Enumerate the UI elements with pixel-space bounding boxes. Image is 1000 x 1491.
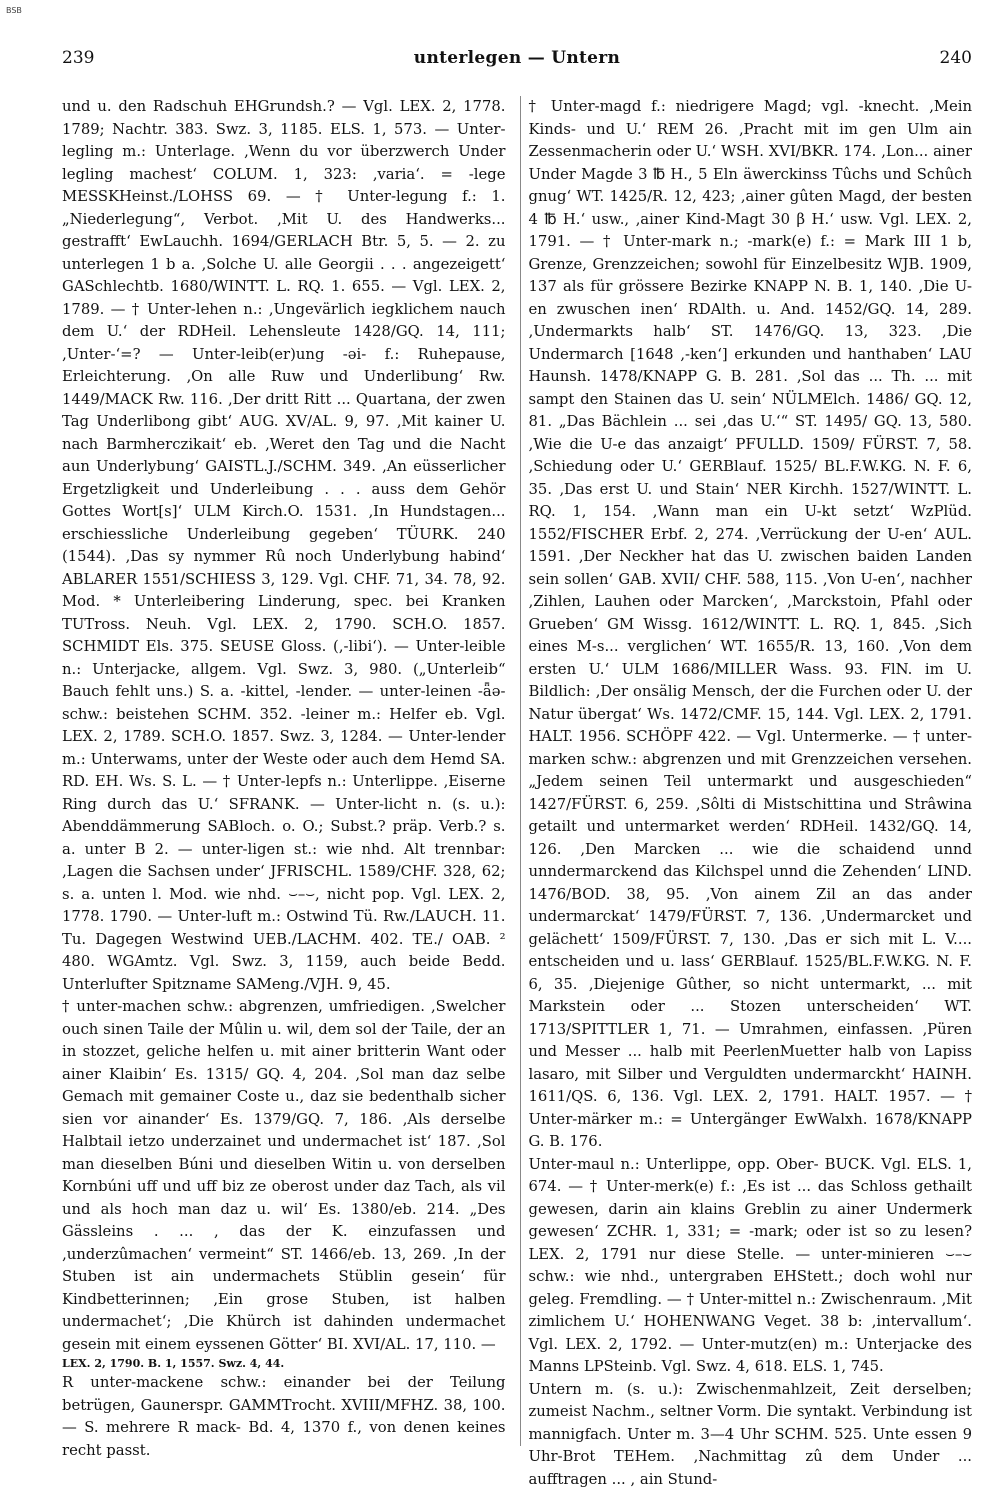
entry-block: und u. den Radschuh EHGrundsh.? — Vgl. LEX. 2, 1778. 1789; Nachtr. 383. Swz. 3, 1185. ELS. 1, 573. — Unter-legling m.: Unterlage. ‚Wenn du vor überzwerch Under legling machest‘ COLUM. 1, 323: ‚varia‘. = -lege MESSKHeinst./LOHSS 69. — † Unter-legung f.: 1. „Niederlegung“, Verbot. ‚Mit U. des Handwerks... gestrafft‘ EwLauchh. 1694/GERLACH Btr. 5, 5. — 2. zu unterlegen 1 b a. ‚Solche U. alle Georgii . . . angezeigett‘ GASchlechtb. 1680/WINTT. L. RQ. 1. 655. — Vgl. LEX. 2, 1789. — † Unter-lehen n.: ‚Ungevärlich iegklichem nauch dem U.‘ der RDHeil. Lehensleute 1428/GQ. 14, 111; ‚Unter-‘=? — Unter-leib(er)ung -əi- f.: Ruhepause, Erleichterung. ‚On alle Ruw und Underlibung‘ Rw. 1449/MACK Rw. 116. ‚Der dritt Ritt ... Quartana, der zwen Tag Underlibong gibt‘ AUG. XV/AL. 9, 97. ‚Mit kainer U. nach Barmherczikait‘ eb. ‚Weret den Tag und die Nacht aun Underlybung‘ GAISTL.J./SCHM. 349. ‚An eüsserlicher Ergetzligkeit und Underleibung . . . auss dem Gehör Gottes Wort[s]‘ ULM Kirch.O. 1531. ‚In Hundstagen... erschiessliche Underleibung gegeben‘ TÜURK. 240 (1544). ‚Das sy nymmer Rû noch Underlybung habind‘ ABLARER 1551/SCHIESS 3, 129. Vgl. CHF. 71, 34. 78, 92. Mod. * Unterleibering Linderung, spec. bei Kranken TUTross. Neuh. Vgl. LEX. 2, 1790. SCH.O. 1857. SCHMIDT Els. 375. SEUSE Gloss. (‚-libi‘). — Unter-leible n.: Unterjacke, allgem. Vgl. Swz. 3, 980. („Unterleib“ Bauch fehlt uns.) S. a. -kittel, -lender. — unter-leinen -ǟə- schw.: beistehen SCHM. 352. -leiner m.: Helfer eb. Vgl. LEX. 2, 1789. SCH.O. 1857. Swz. 3, 1284. — Unter-lender m.: Unterwams, unter der Weste oder auch dem Hemd SA. RD. EH. Ws. S. L. — † Unter-lepfs n.: Unterlippe. ‚Eiserne Ring durch das U.‘ SFRANK. — Unter-licht n. (s. u.): Abenddämmerung SABloch. o. O.; Subst.? präp. Verb.? s. a. unter B 2. — unter-ligen st.: wie nhd. Alt trennbar: ‚Lagen die Sachsen under‘ JFRISCHL. 1589/CHF. 328, 62; s. a. unten l. Mod. wie nhd. ⌣–⌣, nicht pop. Vgl. LEX. 2, 1778. 1790. — Unter-luft m.: Ostwind Tü. Rw./LAUCH. 11. Tu. Dagegen Westwind UEB./LACHM. 402. TE./ OAB. ² 480. WGAmtz. Vgl. Swz. 3, 1159, auch beide Bedd. Unterlufter Spitzname SAMeng./VJH. 9, 45.: [62, 96, 506, 996]
entry-block: R unter-mackene schw.: einander bei der Teilung betrügen, Gaunerspr. GAMMTrocht. XVIII/MFHZ. 38, 100. — S. mehrere R mack- Bd. 4, 1370 f., von denen keines recht passt.: [62, 1372, 506, 1462]
left-column: [62, 96, 514, 1446]
entry-block: Unter-maul n.: Unterlippe, opp. Ober- BUCK. Vgl. ELS. 1, 674. — † Unter-merk(e) f.: ‚Es ist ... das Schloss gethailt gewesen, darin ain klains Greblin zu ainer Undermerk gewesen‘ ZCHR. 1, 331; = -mark; oder ist so zu lesen? LEX. 2, 1791 nur diese Stelle. — unter-minieren ⌣–⌣ schw.: wie nhd., untergraben EHStett.; doch wohl nur geleg. Fremdling. — † Unter-mittel n.: Zwischenraum. ‚Mit zimlichem U.‘ HOHENWANG Veget. 38 b: ‚intervallum‘. Vgl. LEX. 2, 1792. — Unter-mutz(en) m.: Unterjacke des Manns LPSteinb. Vgl. Swz. 4, 618. ELS. 1, 745.: [528, 1154, 972, 1379]
entry-block: † unter-machen schw.: abgrenzen, umfriedigen. ‚Swelcher ouch sinen Taile der Mûlin u. wil, dem sol der Taile, der an in stozzet, geliche helfen u. mit ainer britterin Want oder ainer Klaibin‘ Es. 1315/ GQ. 4, 204. ‚Sol man daz selbe Gemach mit gemainer Coste u., daz sie bedenthalb sicher sien vor ainander‘ Es. 1379/GQ. 7, 186. ‚Als derselbe Halbtail ietzo underzainet und undermachet ist‘ 187. ‚Sol man dieselben Búni und dieselben Witin u. von derselben Kornbúni uff und uff biz ze oberost under daz Tach, als vil und als hoch man daz u. wil‘ Es. 1380/eb. 214. „Des Gässleins . ... , das der K. einzufassen und ‚underzûmachen‘ vermeint“ ST. 1466/eb. 13, 269. ‚In der Stuben ist ain undermachets Stüblin gesein‘ für Kindbetterinnen; ‚Ein grose Stuben, ist halben undermachet‘; ‚Die Khürch ist dahinden undermachet gesein mit einem eyssenen Götter‘ BI. XVI/AL. 17, 110. —: [62, 996, 506, 1356]
entry-block: † Unter-magd f.: niedrigere Magd; vgl. -knecht. ‚Mein Kinds- und U.‘ REM 26. ‚Pracht mit im gen Ulm ain Zessenmacherin oder U.‘ WSH. XVI/BKR. 174. ‚Lon... ainer Under Magde 3 ℔ H., 5 Eln äwerckinss Tûchs und Schûch gnug‘ WT. 1425/R. 12, 423; ‚ainer gûten Magd, der besten 4 ℔ H.‘ usw., ‚ainer Kind-Magt 30 β H.‘ usw. Vgl. LEX. 2, 1791. — † Unter-mark n.; -mark(e) f.: = Mark III 1 b, Grenze, Grenzzeichen; sowohl für Einzelbesitz WJB. 1909, 137 als für grössere Bezirke KNAPP N. B. 1, 140. ‚Die U-en zwuschen inen‘ RDAlth. u. And. 1452/GQ. 14, 289. ‚Undermarkts halb‘ ST. 1476/GQ. 13, 323. ‚Die Undermarch [1648 ‚-ken‘] erkunden und hanthaben‘ LAU Haunsh. 1478/KNAPP G. B. 281. ‚Sol das ... Th. ... mit sampt den Stainen das U. sein‘ NÜLMElch. 1486/ GQ. 12, 81. „Das Bächlein ... sei ‚das U.‘“ ST. 1495/ GQ. 13, 580. ‚Wie die U-e das anzaigt‘ PFULLD. 1509/ FÜRST. 7, 58. ‚Schiedung oder U.‘ GERBlauf. 1525/ BL.F.W.KG. N. F. 6, 35. ‚Das erst U. und Stain‘ NER Kirchh. 1527/WINTT. L. RQ. 1, 154. ‚Wann man ein U-kt setzt‘ WzPlüd. 1552/FISCHER Erbf. 2, 274. ‚Verrückung der U-en‘ AUL. 1591. ‚Der Neckher hat das U. zwischen baiden Landen sein sollen‘ GAB. XVII/ CHF. 588, 115. ‚Von U-en‘, nachher ‚Zihlen, Lauhen oder Marcken‘, ‚Marckstoin, Pfahl oder Grueben‘ GM Wissg. 1612/WINTT. L. RQ. 1, 845. ‚Sich eines M-s... verglichen‘ WT. 1655/R. 13, 160. ‚Von dem ersten U.‘ ULM 1686/MILLER Wass. 93. FlN. im U. Bildlich: ‚Der onsälig Mensch, der die Furchen oder U. der Natur übergat‘ Ws. 1472/CMF. 15, 144. Vgl. LEX. 2, 1791. HALT. 1956. SCHÖPF 422. — Vgl. Untermerke. — † unter-marken schw.: abgrenzen und mit Grenzzeichen versehen. „Jedem seinen Teil untermarkt und ausgeschieden“ 1427/FÜRST. 6, 259. ‚Sôlti di Mistschittina und Strâwina getailt und untermarket werden‘ RDHeil. 1432/GQ. 14, 126. ‚Den Marcken ... wie die schaidend unnd unndermarckend das Kilchspel unnd die Zehenden‘ LIND. 1476/BOD. 38, 95. ‚Von ainem Zil an das ander undermarckat‘ 1479/FÜRST. 7, 136. ‚Undermarcket und gelächett‘ 1509/FÜRST. 7, 130. ‚Das er sich mit L. V.... entscheiden und u. lass‘ GERBlauf. 1525/BL.F.W.KG. N. F. 6, 35. ‚Diejenige Gûther, so nicht untermarkt, ... mit Markstein oder ... Stozen unterscheiden‘ WT. 1713/SPITTLER 1, 71. — Umrahmen, einfassen. ‚Püren und Messer ... halb mit PeerlenMuetter halb von Lapiss lasaro, mit Silber und Verguldten undermarckht‘ HAINH. 1611/QS. 6, 136. Vgl. LEX. 2, 1791. HALT. 1957. — † Unter-märker m.: = Untergänger EwWalxh. 1678/KNAPP G. B. 176.: [528, 96, 972, 1154]
running-title: unterlegen — Untern: [62, 48, 972, 68]
page-number-right: 240: [940, 48, 972, 68]
right-column: [526, 96, 972, 1446]
page-number-left: 239: [62, 48, 94, 68]
reference-line: LEX. 2, 1790. B. 1, 1557. Swz. 4, 44.: [62, 1356, 506, 1372]
library-mark: BSB: [6, 6, 22, 15]
column-divider: [520, 96, 521, 1446]
text-columns: [62, 96, 972, 1446]
entry-block: Untern m. (s. u.): Zwischenmahlzeit, Zeit derselben; zumeist Nachm., seltner Vorm. Die syntakt. Verbindung ist mannigfach. Unter m. 3—4 Uhr SCHM. 525. Unte essen 9 Uhr-Brot TEHem. ‚Nachmittag zû dem Under ... aufftragen ... , ain Stund-: [528, 1379, 972, 1491]
page-header: [62, 44, 972, 74]
